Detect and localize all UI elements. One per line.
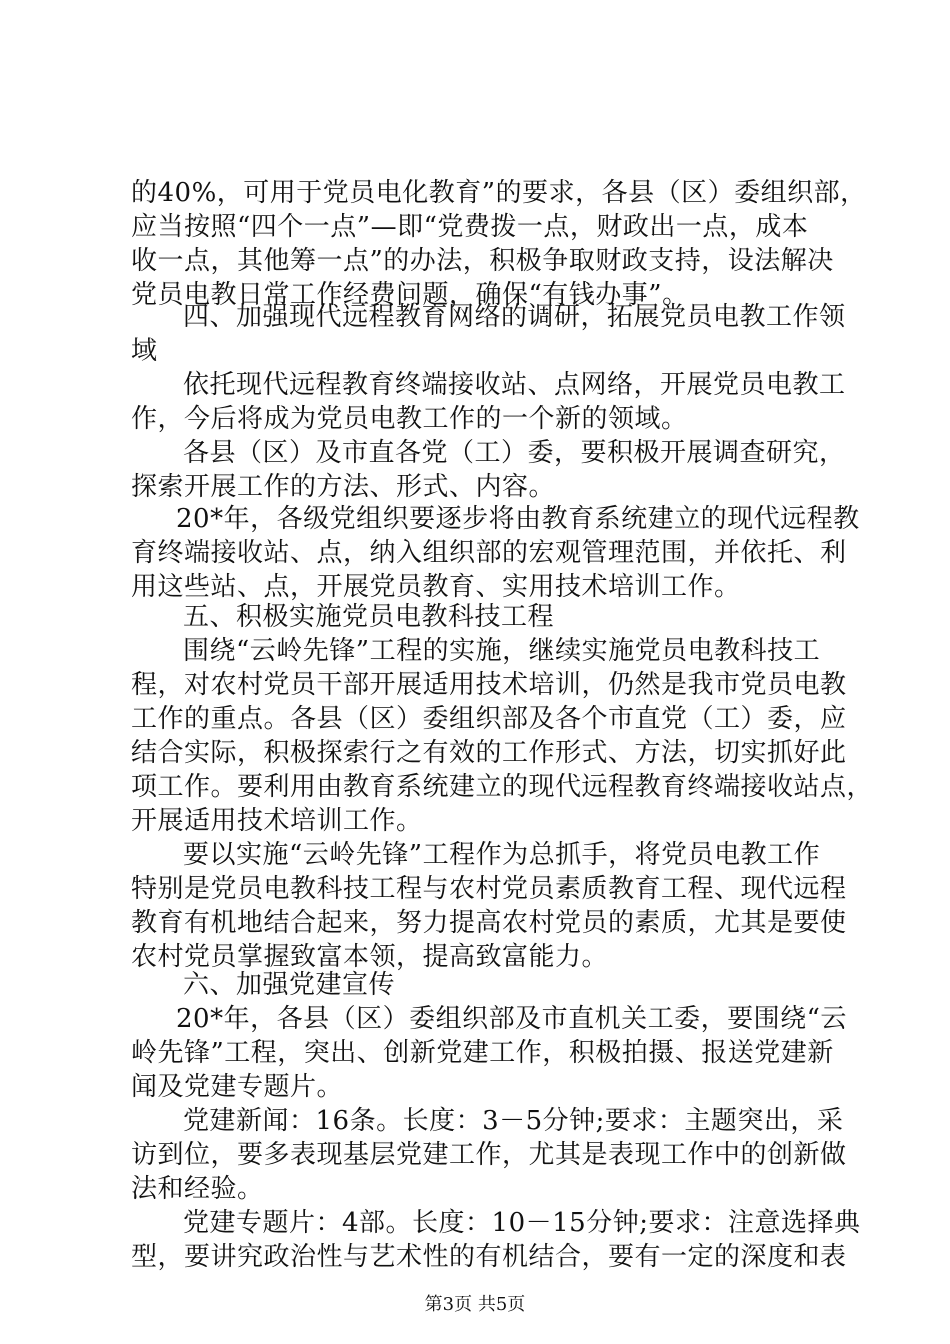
body-line-32: 党建专题片：4部。长度：10－15分钟;要求：注意选择典 [183, 1208, 861, 1238]
body-line-17: 工作的重点。各县（区）委组织部及各个市直党（工）委，应 [131, 704, 847, 734]
body-line-33: 型，要讲究政治性与艺术性的有机结合，要有一定的深度和表 [131, 1242, 847, 1272]
body-line-9: 各县（区）及市直各党（工）委，要积极开展调查研究， [183, 438, 846, 468]
section-heading-4-cont: 域 [131, 336, 158, 366]
section-heading-4: 四、加强现代远程教育网络的调研，拓展党员电教工作领 [183, 302, 846, 332]
body-line-19: 项工作。要利用由教育系统建立的现代远程教育终端接收站点， [131, 772, 874, 802]
body-line-4: 党员电教日常工作经费问题，确保“有钱办事”。 [131, 280, 689, 310]
section-heading-5: 五、积极实施党员电教科技工程 [183, 602, 555, 632]
body-line-24: 农村党员掌握致富本领，提高致富能力。 [131, 942, 609, 972]
body-line-31: 法和经验。 [131, 1174, 264, 1204]
section-heading-6: 六、加强党建宣传 [183, 970, 396, 1000]
body-line-16: 程，对农村党员干部开展适用技术培训，仍然是我市党员电教 [131, 670, 847, 700]
body-line-21: 要以实施“云岭先锋”工程作为总抓手，将党员电教工作 [183, 840, 821, 870]
body-line-8: 作，今后将成为党员电教工作的一个新的领域。 [131, 404, 688, 434]
body-line-29: 党建新闻：16条。长度：3－5分钟;要求：主题突出，采 [183, 1106, 844, 1136]
body-line-26: 20*年，各县（区）委组织部及市直机关工委，要围绕“云 [176, 1004, 847, 1034]
page-number-footer: 第3页 共5页 [424, 1294, 526, 1315]
body-line-27: 岭先锋”工程，突出、创新党建工作，积极拍摄、报送党建新 [131, 1038, 834, 1068]
body-line-20: 开展适用技术培训工作。 [131, 806, 423, 836]
body-line-11: 20*年，各级党组织要逐步将由教育系统建立的现代远程教 [176, 504, 860, 534]
body-line-10: 探索开展工作的方法、形式、内容。 [131, 472, 556, 502]
body-line-22: 特别是党员电教科技工程与农村党员素质教育工程、现代远程 [131, 874, 847, 904]
body-line-28: 闻及党建专题片。 [131, 1072, 344, 1102]
body-line-15: 围绕“云岭先锋”工程的实施，继续实施党员电教科技工 [183, 636, 821, 666]
body-line-13: 用这些站、点，开展党员教育、实用技术培训工作。 [131, 572, 741, 602]
body-line-12: 育终端接收站、点，纳入组织部的宏观管理范围，并依托、利 [131, 538, 847, 568]
body-line-7: 依托现代远程教育终端接收站、点网络，开展党员电教工 [183, 370, 846, 400]
body-line-18: 结合实际，积极探索行之有效的工作形式、方法，切实抓好此 [131, 738, 847, 768]
body-line-23: 教育有机地结合起来，努力提高农村党员的素质，尤其是要使 [131, 908, 847, 938]
body-line-2: 应当按照“四个一点”—即“党费拨一点，财政出一点，成本 [131, 212, 809, 242]
body-line-30: 访到位，要多表现基层党建工作，尤其是表现工作中的创新做 [131, 1140, 847, 1170]
body-line-1: 的40%，可用于党员电化教育”的要求，各县（区）委组织部， [131, 178, 867, 208]
body-line-3: 收一点，其他筹一点”的办法，积极争取财政支持，设法解决 [131, 246, 834, 276]
